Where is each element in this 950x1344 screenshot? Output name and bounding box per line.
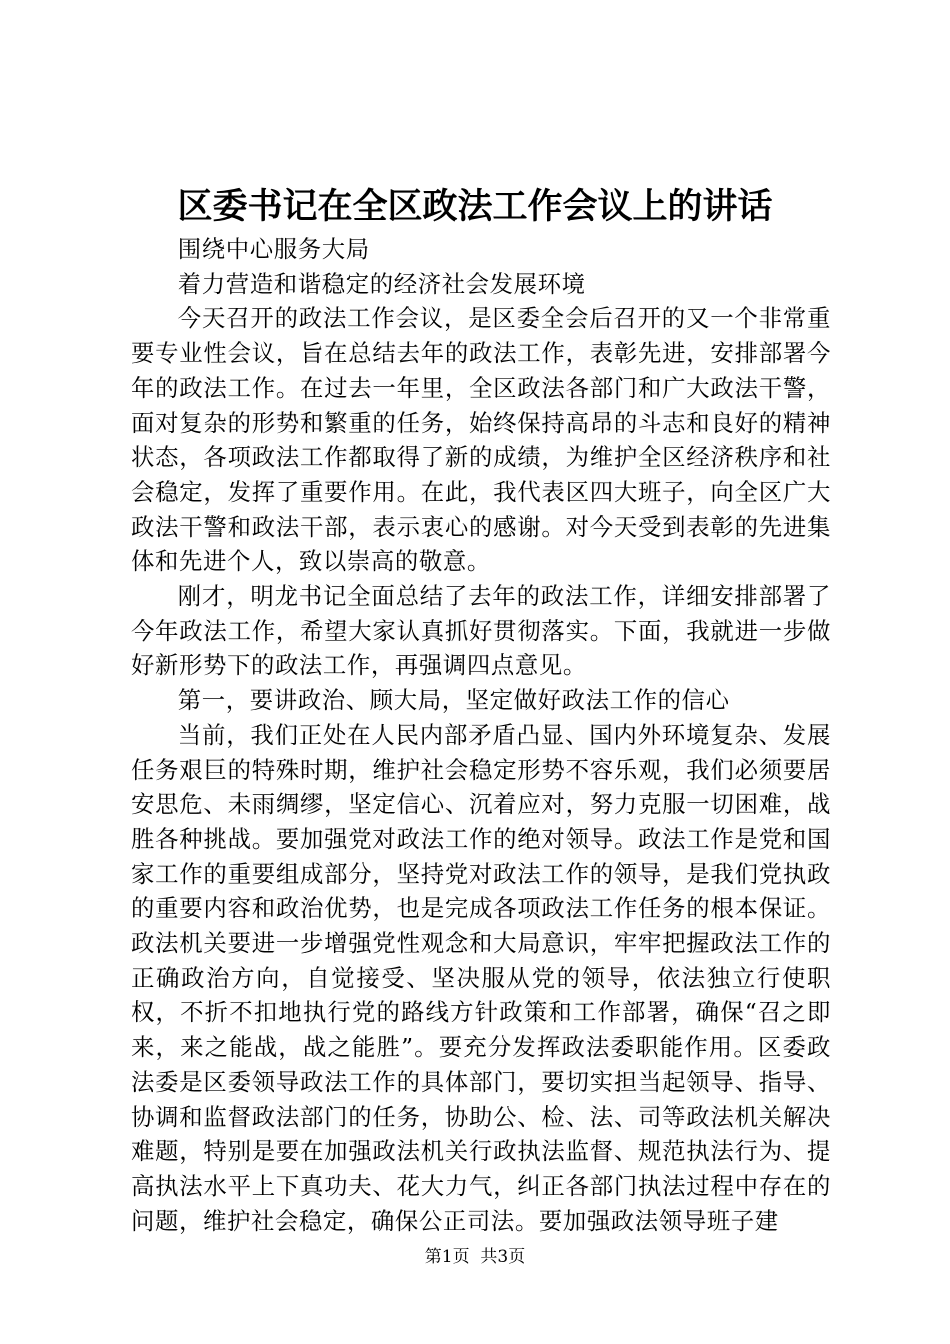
total-pages: 共3页 (480, 1247, 526, 1267)
subtitle-line-2: 着力营造和谐稳定的经济社会发展环境 (177, 269, 586, 298)
body-paragraph: 当前，我们正处在人民内部矛盾凸显、国内外环境复杂、发展任务艰巨的特殊时期，维护社会稳定形势不容乐观，我们必须要居安思危、未雨绸缪，坚定信心、沉着应对，努力克服一切困难，战胜各种挑战。要加强党对政法工作的绝对领导。政法工作是党和国家工作的重要组成部分，坚持党对政法工作的领导，是我们党执政的重要内容和政治优势，也是完成各项政法工作任务的根本保证。政法机关要进一步增强党性观念和大局意识，牢牢把握政法工作的正确政治方向，自觉接受、坚决服从党的领导，依法独立行使职权，不折不扣地执行党的路线方针政策和工作部署，确保“召之即来，来之能战，战之能胜”。要充分发挥政法委职能作用。区委政法委是区委领导政法工作的具体部门，要切实担当起领导、指导、协调和监督政法部门的任务，协助公、检、法、司等政法机关解决难题，特别是要在加强政法机关行政执法监督、规范执法行为、提高执法水平上下真功夫、花大力气，纠正各部门执法过程中存在的问题，维护社会稳定，确保公正司法。要加强政法领导班子建 (131, 720, 831, 1235)
body-paragraph: 今天召开的政法工作会议，是区委全会后召开的又一个非常重要专业性会议，旨在总结去年的政法工作，表彰先进，安排部署今年的政法工作。在过去一年里，全区政法各部门和广大政法干警，面对复杂的形势和繁重的任务，始终保持高昂的斗志和良好的精神状态，各项政法工作都取得了新的成绩，为维护全区经济秩序和社会稳定，发挥了重要作用。在此，我代表区四大班子，向全区广大政法干警和政法干部，表示衷心的感谢。对今天受到表彰的先进集体和先进个人，致以崇高的敬意。 (131, 304, 831, 576)
page-number: 第1页 (424, 1247, 470, 1267)
section-heading: 第一，要讲政治、顾大局，坚定做好政法工作的信心 (177, 686, 730, 715)
body-paragraph: 刚才，明龙书记全面总结了去年的政法工作，详细安排部署了今年政法工作，希望大家认真抓好贯彻落实。下面，我就进一步做好新形势下的政法工作，再强调四点意见。 (131, 582, 831, 680)
subtitle-line-1: 围绕中心服务大局 (177, 235, 370, 263)
document-title: 区委书记在全区政法工作会议上的讲话 (177, 186, 773, 227)
page-footer (0, 1246, 950, 1268)
footer-spacer (470, 1247, 481, 1267)
document-body (131, 232, 831, 1238)
